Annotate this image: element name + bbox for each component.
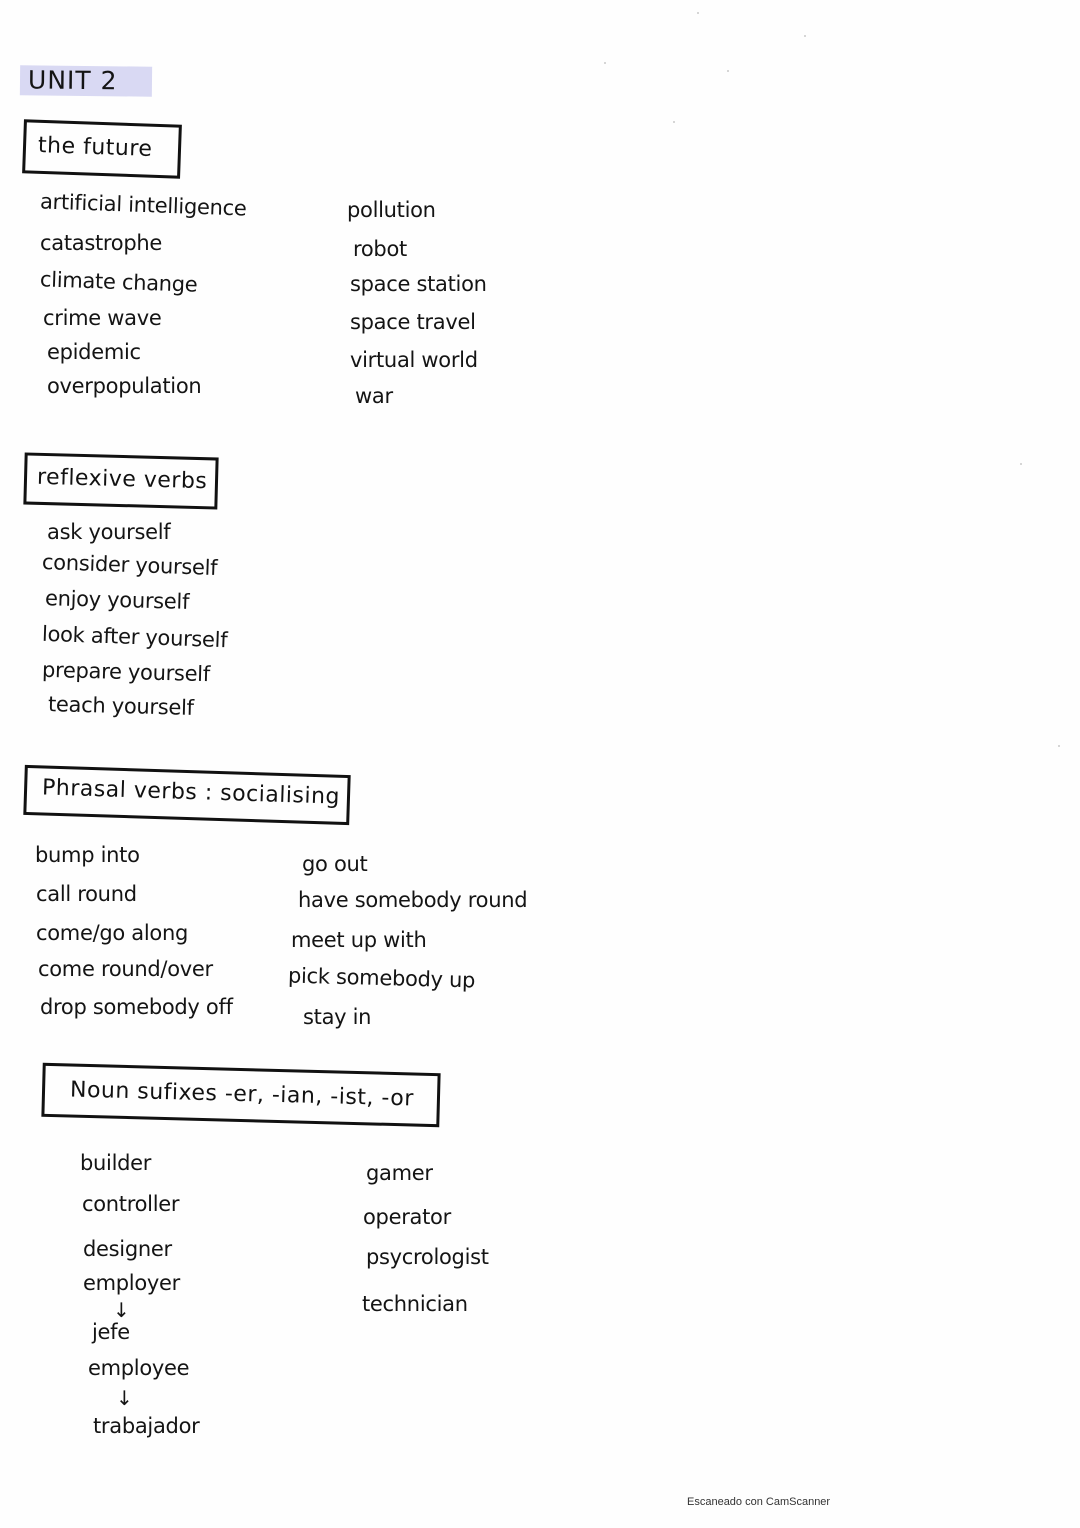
vocab-item: prepare yourself <box>41 657 211 687</box>
vocab-item: gamer <box>366 1161 433 1185</box>
vocab-item: space station <box>350 272 487 296</box>
vocab-item: consider yourself <box>41 549 218 581</box>
vocab-item: designer <box>83 1237 172 1261</box>
vocab-item: go out <box>302 852 368 876</box>
vocab-item: space travel <box>350 310 476 334</box>
vocab-item: look after yourself <box>41 621 228 653</box>
scan-speck <box>727 70 729 72</box>
vocab-item: employee <box>88 1356 190 1380</box>
vocab-item: robot <box>353 237 407 261</box>
vocab-item: virtual world <box>350 348 478 372</box>
scan-speck <box>673 121 675 123</box>
vocab-item: stay in <box>303 1005 372 1029</box>
unit-title-highlight <box>20 65 152 96</box>
vocab-item: have somebody round <box>298 888 528 912</box>
scan-speck <box>1020 463 1022 465</box>
vocab-item: controller <box>82 1192 180 1216</box>
arrow-down-icon: ↓ <box>116 1386 133 1410</box>
vocab-item: come round/over <box>38 957 213 981</box>
scan-speck <box>697 12 699 14</box>
vocab-item: employer <box>83 1271 180 1295</box>
section-heading-future: the future <box>37 133 153 162</box>
vocab-item: technician <box>362 1292 468 1316</box>
vocab-item: psycrologist <box>366 1245 489 1269</box>
vocab-item: epidemic <box>47 340 141 364</box>
scan-speck <box>604 62 606 64</box>
vocab-item: ask yourself <box>47 520 171 544</box>
scan-speck <box>1058 745 1060 747</box>
vocab-item: operator <box>363 1205 451 1229</box>
vocab-item: call round <box>36 882 137 906</box>
vocab-item: artificial intelligence <box>39 189 247 221</box>
vocab-item: catastrophe <box>40 231 162 255</box>
unit-title: UNIT 2 <box>27 65 118 96</box>
arrow-down-icon: ↓ <box>113 1298 130 1322</box>
vocab-item: meet up with <box>291 928 427 952</box>
vocab-item: enjoy yourself <box>44 586 190 614</box>
vocab-item: overpopulation <box>47 374 202 398</box>
section-heading-reflexive: reflexive verbs <box>36 464 208 495</box>
vocab-item: pollution <box>347 198 436 222</box>
vocab-item: come/go along <box>36 921 188 945</box>
vocab-translation: trabajador <box>93 1414 200 1438</box>
vocab-item: pick somebody up <box>287 963 476 993</box>
vocab-item: bump into <box>35 843 140 867</box>
vocab-item: war <box>355 384 393 408</box>
vocab-item: crime wave <box>43 306 162 330</box>
vocab-item: builder <box>80 1151 152 1175</box>
vocab-item: drop somebody off <box>40 995 233 1019</box>
vocab-item: teach yourself <box>47 692 194 720</box>
section-heading-suffixes: Noun sufixes -er, -ian, -ist, -or <box>69 1077 415 1112</box>
scan-speck <box>804 35 806 37</box>
scanner-watermark: Escaneado con CamScanner <box>687 1496 831 1508</box>
vocab-translation: jefe <box>92 1320 130 1344</box>
section-heading-phrasal: Phrasal verbs : socialising <box>41 775 341 810</box>
vocab-item: climate change <box>39 267 198 297</box>
